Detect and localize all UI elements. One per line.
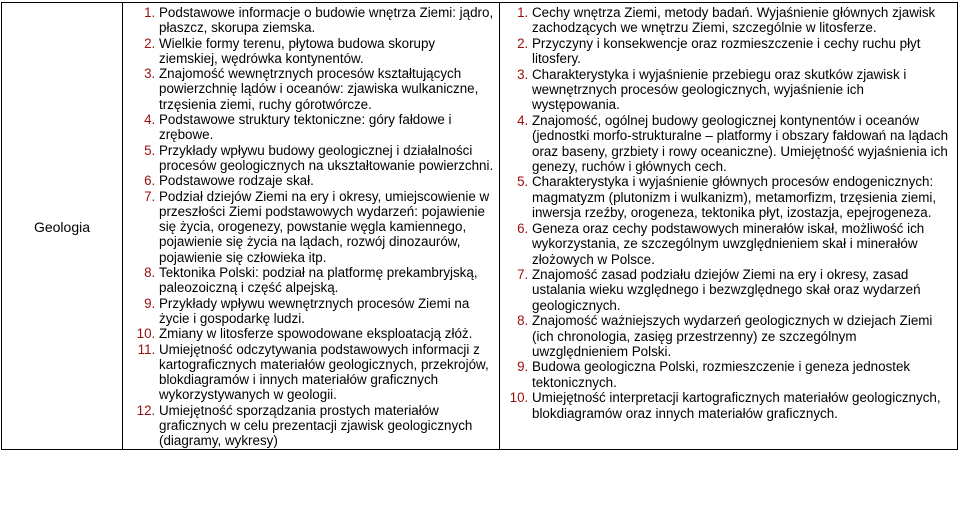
- list-item: 7. Podział dziejów Ziemi na ery i okresy, umiejscowienie w przeszłości Ziemi podstawowych wydarzeń: pojawienie się życia, orogenezy, powstanie węgla kamiennego, pojawienie się życia na lądach, rozwój dinozaurów, pojawienie się człowieka itp.: [159, 189, 495, 265]
- basic-requirements-cell: [123, 3, 500, 450]
- list-item: 6. Podstawowe rodzaje skał.: [159, 173, 495, 188]
- list-item: 1. Podstawowe informacje o budowie wnętrza Ziemi: jądro, płaszcz, skorupa ziemska.: [159, 5, 495, 36]
- list-item: 2. Przyczyny i konsekwencje oraz rozmieszczenie i cechy ruchu płyt litosfery.: [532, 36, 953, 67]
- list-item: 9. Przykłady wpływu wewnętrznych procesów Ziemi na życie i gospodarkę ludzi.: [159, 296, 495, 327]
- basic-requirements-list: [127, 5, 495, 449]
- list-item: 4. Podstawowe struktury tektoniczne: góry fałdowe i zrębowe.: [159, 112, 495, 143]
- list-item: 7. Znajomość zasad podziału dziejów Ziemi na ery i okresy, zasad ustalania wieku względnego i bezwzględnego skał oraz wydarzeń geologicznych.: [532, 267, 953, 313]
- list-item: 11. Umiejętność odczytywania podstawowych informacji z kartograficznych materiałów geologicznych, przekrojów, blokdiagramów i innych materiałów graficznych wykorzystywanych w geologii.: [159, 342, 495, 403]
- list-item: 3. Charakterystyka i wyjaśnienie przebiegu oraz skutków zjawisk i wewnętrznych procesów geologicznych, wyjaśnienie ich występowania.: [532, 67, 953, 113]
- list-item: 3. Znajomość wewnętrznych procesów kształtujących powierzchnię lądów i oceanów: zjawiska wulkaniczne, trzęsienia ziemi, ruchy górotwórcze.: [159, 66, 495, 112]
- extended-requirements-list: [504, 5, 953, 421]
- list-item: 10. Umiejętność interpretacji kartograficznych materiałów geologicznych, blokdiagramów oraz innych materiałów graficznych.: [532, 390, 953, 421]
- list-item: 4. Znajomość, ogólnej budowy geologicznej kontynentów i oceanów (jednostki morfo-strukturalne – platformy i obszary fałdowań na lądach oraz baseny, grzbiety i rowy oceaniczne). Umiejętność wyjaśnienia ich genezy, ruchów i głównych cech.: [532, 113, 953, 175]
- list-item: 6. Geneza oraz cechy podstawowych minerałów iskał, możliwość ich wykorzystania, ze szczególnym uwzględnieniem skał i minerałów złożowych w Polsce.: [532, 221, 953, 267]
- list-item: 12. Umiejętność sporządzania prostych materiałów graficznych w celu prezentacji zjawisk geologicznych (diagramy, wykresy): [159, 403, 495, 449]
- list-item: 10. Zmiany w litosferze spowodowane eksploatacją złóż.: [159, 326, 495, 341]
- extended-requirements-cell: [500, 3, 958, 450]
- list-item: 8. Tektonika Polski: podział na platformę prekambryjską, paleozoiczną i część alpejską.: [159, 265, 495, 296]
- list-item: 5. Przykłady wpływu budowy geologicznej i działalności procesów geologicznych na ukształtowanie powierzchni.: [159, 143, 495, 174]
- list-item: 5. Charakterystyka i wyjaśnienie głównych procesów endogenicznych: magmatyzm (plutonizm i wulkanizm), metamorfizm, trzęsienia ziemi, inwersja rzeźby, orogeneza, tektonika płyt, izostazja, epejrogeneza.: [532, 174, 953, 220]
- table-row: [2, 3, 958, 450]
- list-item: 8. Znajomość ważniejszych wydarzeń geologicznych w dziejach Ziemi (ich chronologia, zasięg przestrzenny) ze szczególnym uwzględnieniem Polski.: [532, 313, 953, 359]
- list-item: 2. Wielkie formy terenu, płytowa budowa skorupy ziemskiej, wędrówka kontynentów.: [159, 36, 495, 67]
- list-item: 9. Budowa geologiczna Polski, rozmieszczenie i geneza jednostek tektonicznych.: [532, 359, 953, 390]
- subject-cell: Geologia: [2, 3, 123, 450]
- list-item: 1. Cechy wnętrza Ziemi, metody badań. Wyjaśnienie głównych zjawisk zachodzących we wnętrzu Ziemi, szczególnie w litosferze.: [532, 5, 953, 36]
- curriculum-table: [1, 2, 958, 450]
